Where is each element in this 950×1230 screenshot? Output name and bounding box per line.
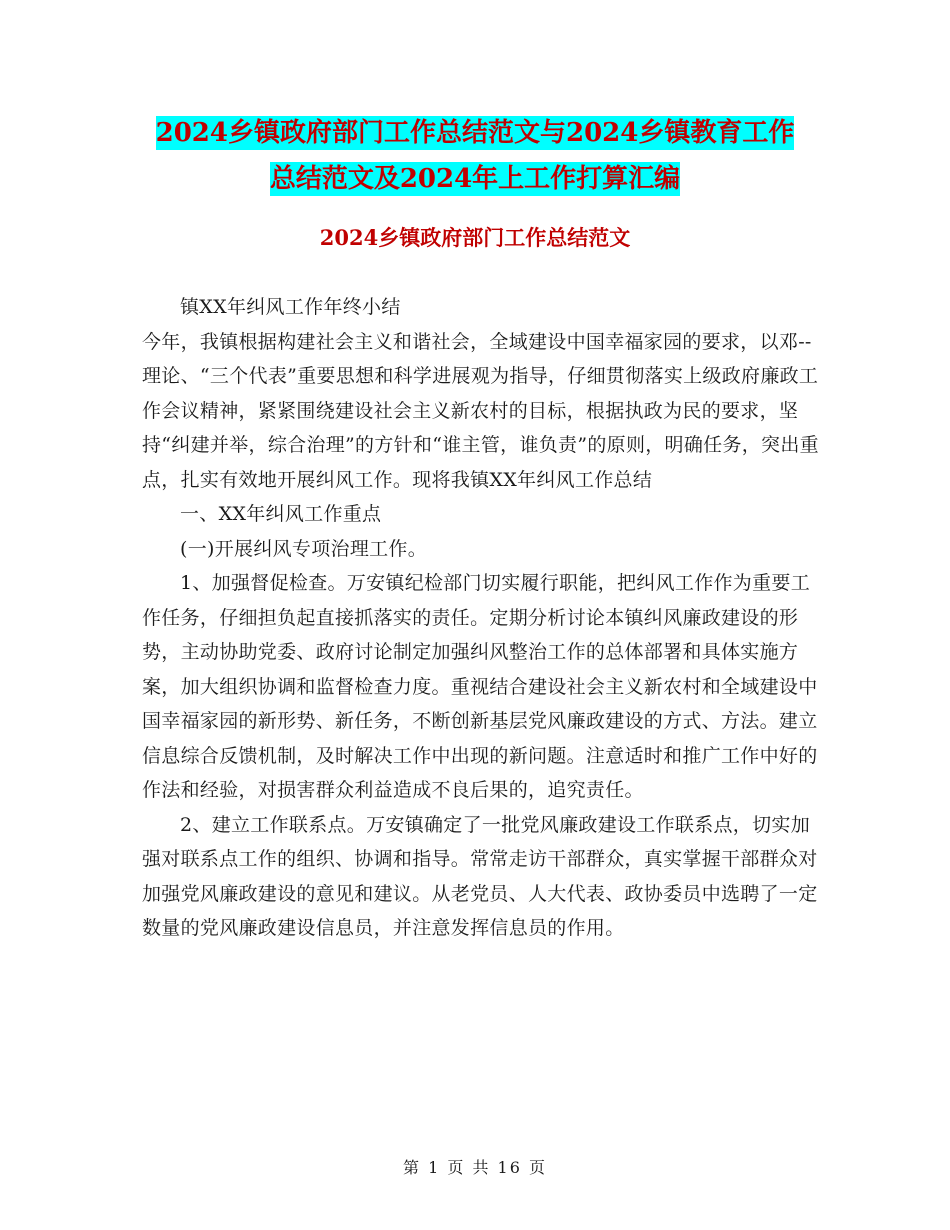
paragraph-subsection-1: (一)开展纠风专项治理工作。 xyxy=(180,537,428,560)
title-line-1: 2024乡镇政府部门工作总结范文与2024乡镇教育工作 xyxy=(155,118,795,148)
section-title: 2024乡镇政府部门工作总结范文 xyxy=(319,225,631,250)
page-number-footer: 第 1 页 共 16 页 xyxy=(403,1158,547,1177)
paragraph-item-1: 1、加强督促检查。万安镇纪检部门切实履行职能，把纠风工作作为重要工作任务，仔细担负起直接抓落实的责任。定期分析讨论本镇纠风廉政建设的形势，主动协助党委、政府讨论制定加强纠风整治工作的总体部署和具体实施方案，加大组织协调和监督检查力度。重视结合建设社会主义新农村和全域建设中国幸福家园的新形势、新任务，不断创新基层党风廉政建设的方式、方法。建立信息综合反馈机制，及时解决工作中出现的新问题。注意适时和推广工作中好的作法和经验，对损害群众利益造成不良后果的，追究责任。 xyxy=(142,572,818,801)
title-line-2: 总结范文及2024年上工作打算汇编 xyxy=(269,164,681,194)
document-title xyxy=(0,110,950,202)
document-body xyxy=(142,290,822,946)
paragraph-heading: 镇XX年纠风工作年终小结 xyxy=(180,296,401,318)
paragraph-item-2: 2、建立工作联系点。万安镇确定了一批党风廉政建设工作联系点，切实加强对联系点工作的组织、协调和指导。常常走访干部群众，真实掌握干部群众对加强党风廉政建设的意见和建议。从老党员、人大代表、政协委员中选聘了一定数量的党风廉政建设信息员，并注意发挥信息员的作用。 xyxy=(142,813,818,939)
paragraph-section-1: 一、XX年纠风工作重点 xyxy=(180,503,382,525)
paragraph-intro: 今年，我镇根据构建社会主义和谐社会，全域建设中国幸福家园的要求，以邓--理论、“三个代表”重要思想和科学进展观为指导，仔细贯彻落实上级政府廉政工作会议精神，紧紧围绕建设社会主义新农村的目标，根据执政为民的要求，坚持“纠建并举，综合治理”的方针和“谁主管，谁负责”的原则，明确任务，突出重点，扎实有效地开展纠风工作。现将我镇XX年纠风工作总结 xyxy=(142,330,819,491)
